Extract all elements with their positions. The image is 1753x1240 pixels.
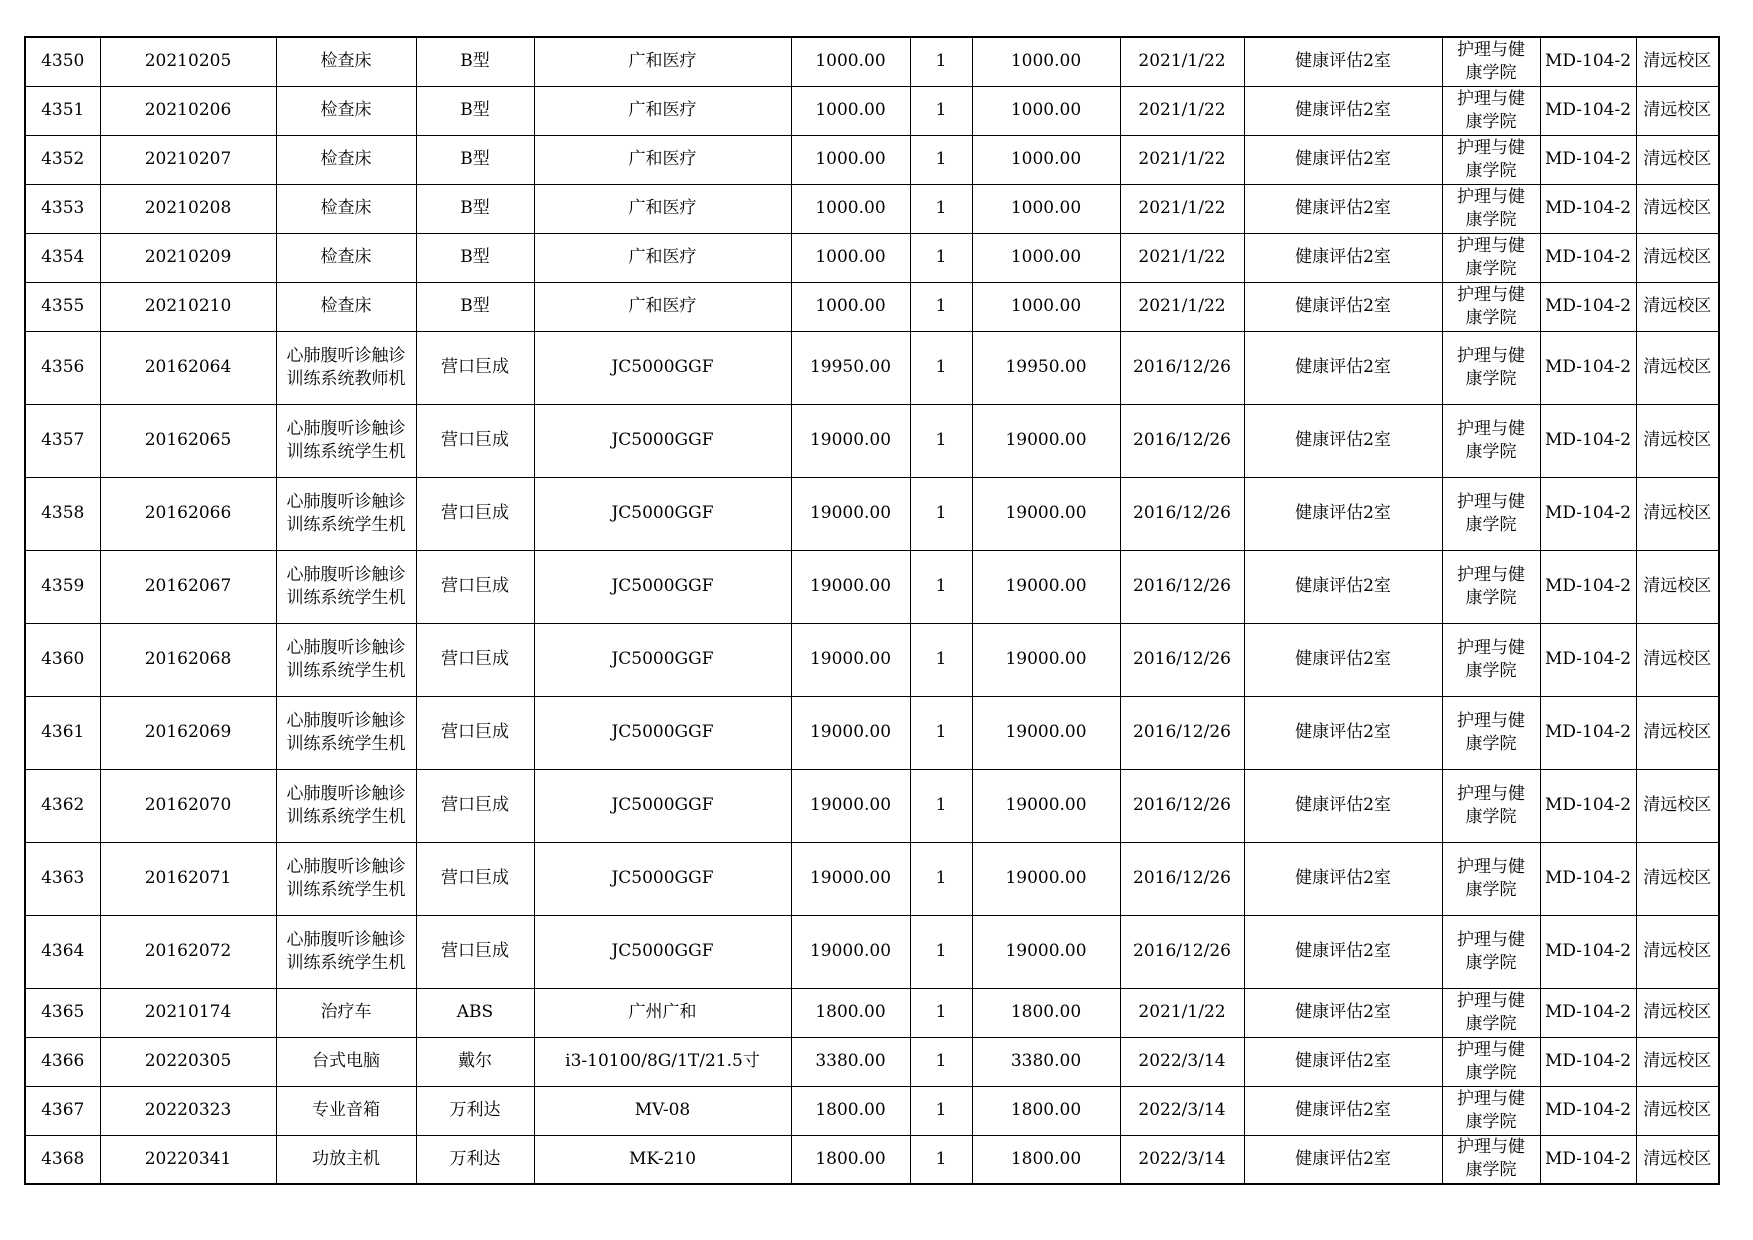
cell-amount: 19000.00 <box>972 550 1120 623</box>
cell-room: MD-104-2 <box>1540 1135 1636 1184</box>
cell-quantity: 1 <box>910 282 972 331</box>
cell-room: MD-104-2 <box>1540 842 1636 915</box>
cell-unit-price: 1000.00 <box>791 37 910 86</box>
cell-location: 健康评估2室 <box>1244 550 1442 623</box>
cell-name: 心肺腹听诊触诊训练系统学生机 <box>276 404 416 477</box>
cell-room: MD-104-2 <box>1540 550 1636 623</box>
cell-department: 护理与健康学院 <box>1442 550 1540 623</box>
cell-room: MD-104-2 <box>1540 915 1636 988</box>
cell-index: 4350 <box>25 37 100 86</box>
cell-date: 2016/12/26 <box>1120 623 1244 696</box>
cell-department: 护理与健康学院 <box>1442 1086 1540 1135</box>
cell-quantity: 1 <box>910 331 972 404</box>
cell-date: 2021/1/22 <box>1120 282 1244 331</box>
cell-unit-price: 1000.00 <box>791 135 910 184</box>
cell-quantity: 1 <box>910 86 972 135</box>
cell-quantity: 1 <box>910 404 972 477</box>
cell-location: 健康评估2室 <box>1244 184 1442 233</box>
cell-department: 护理与健康学院 <box>1442 696 1540 769</box>
cell-department: 护理与健康学院 <box>1442 86 1540 135</box>
cell-location: 健康评估2室 <box>1244 135 1442 184</box>
cell-campus: 清远校区 <box>1636 37 1719 86</box>
cell-campus: 清远校区 <box>1636 1037 1719 1086</box>
cell-brand: B型 <box>416 37 534 86</box>
table-row <box>25 915 1719 988</box>
cell-quantity: 1 <box>910 696 972 769</box>
cell-name: 检查床 <box>276 184 416 233</box>
cell-index: 4355 <box>25 282 100 331</box>
cell-name: 心肺腹听诊触诊训练系统教师机 <box>276 331 416 404</box>
cell-index: 4368 <box>25 1135 100 1184</box>
cell-room: MD-104-2 <box>1540 184 1636 233</box>
cell-campus: 清远校区 <box>1636 842 1719 915</box>
cell-brand: 营口巨成 <box>416 696 534 769</box>
cell-model: 广州广和 <box>534 988 791 1037</box>
cell-department: 护理与健康学院 <box>1442 135 1540 184</box>
cell-index: 4364 <box>25 915 100 988</box>
cell-unit-price: 1800.00 <box>791 988 910 1037</box>
cell-brand: 万利达 <box>416 1135 534 1184</box>
cell-amount: 1800.00 <box>972 988 1120 1037</box>
cell-room: MD-104-2 <box>1540 988 1636 1037</box>
cell-quantity: 1 <box>910 988 972 1037</box>
cell-date: 2016/12/26 <box>1120 842 1244 915</box>
cell-location: 健康评估2室 <box>1244 331 1442 404</box>
cell-name: 心肺腹听诊触诊训练系统学生机 <box>276 477 416 550</box>
table-row <box>25 404 1719 477</box>
table-row <box>25 233 1719 282</box>
cell-campus: 清远校区 <box>1636 184 1719 233</box>
cell-unit-price: 19000.00 <box>791 623 910 696</box>
cell-asset-id: 20162066 <box>100 477 276 550</box>
cell-date: 2016/12/26 <box>1120 331 1244 404</box>
cell-amount: 1800.00 <box>972 1086 1120 1135</box>
cell-campus: 清远校区 <box>1636 331 1719 404</box>
table-row <box>25 86 1719 135</box>
cell-date: 2021/1/22 <box>1120 233 1244 282</box>
cell-asset-id: 20162069 <box>100 696 276 769</box>
cell-date: 2016/12/26 <box>1120 477 1244 550</box>
cell-campus: 清远校区 <box>1636 696 1719 769</box>
cell-model: JC5000GGF <box>534 550 791 623</box>
cell-location: 健康评估2室 <box>1244 1135 1442 1184</box>
cell-room: MD-104-2 <box>1540 282 1636 331</box>
cell-campus: 清远校区 <box>1636 282 1719 331</box>
cell-brand: 万利达 <box>416 1086 534 1135</box>
cell-campus: 清远校区 <box>1636 988 1719 1037</box>
cell-unit-price: 1000.00 <box>791 282 910 331</box>
cell-unit-price: 1000.00 <box>791 184 910 233</box>
cell-room: MD-104-2 <box>1540 1037 1636 1086</box>
cell-quantity: 1 <box>910 550 972 623</box>
cell-model: JC5000GGF <box>534 696 791 769</box>
cell-index: 4365 <box>25 988 100 1037</box>
cell-quantity: 1 <box>910 233 972 282</box>
cell-department: 护理与健康学院 <box>1442 1037 1540 1086</box>
cell-name: 心肺腹听诊触诊训练系统学生机 <box>276 550 416 623</box>
cell-asset-id: 20210209 <box>100 233 276 282</box>
cell-index: 4361 <box>25 696 100 769</box>
cell-index: 4366 <box>25 1037 100 1086</box>
cell-asset-id: 20162070 <box>100 769 276 842</box>
cell-asset-id: 20162072 <box>100 915 276 988</box>
cell-name: 治疗车 <box>276 988 416 1037</box>
cell-index: 4354 <box>25 233 100 282</box>
cell-location: 健康评估2室 <box>1244 233 1442 282</box>
cell-unit-price: 3380.00 <box>791 1037 910 1086</box>
cell-asset-id: 20210205 <box>100 37 276 86</box>
cell-unit-price: 19000.00 <box>791 842 910 915</box>
cell-name: 心肺腹听诊触诊训练系统学生机 <box>276 915 416 988</box>
cell-amount: 19000.00 <box>972 915 1120 988</box>
cell-model: 广和医疗 <box>534 282 791 331</box>
cell-department: 护理与健康学院 <box>1442 915 1540 988</box>
table-row <box>25 477 1719 550</box>
table-row <box>25 282 1719 331</box>
cell-amount: 19950.00 <box>972 331 1120 404</box>
cell-room: MD-104-2 <box>1540 37 1636 86</box>
cell-room: MD-104-2 <box>1540 404 1636 477</box>
cell-date: 2016/12/26 <box>1120 550 1244 623</box>
table-row <box>25 1037 1719 1086</box>
cell-location: 健康评估2室 <box>1244 282 1442 331</box>
cell-campus: 清远校区 <box>1636 135 1719 184</box>
cell-department: 护理与健康学院 <box>1442 477 1540 550</box>
cell-department: 护理与健康学院 <box>1442 37 1540 86</box>
cell-brand: 营口巨成 <box>416 623 534 696</box>
cell-location: 健康评估2室 <box>1244 696 1442 769</box>
cell-unit-price: 19000.00 <box>791 550 910 623</box>
table-row <box>25 331 1719 404</box>
cell-date: 2016/12/26 <box>1120 769 1244 842</box>
cell-department: 护理与健康学院 <box>1442 988 1540 1037</box>
cell-quantity: 1 <box>910 1135 972 1184</box>
cell-name: 检查床 <box>276 282 416 331</box>
cell-department: 护理与健康学院 <box>1442 769 1540 842</box>
cell-name: 检查床 <box>276 37 416 86</box>
cell-location: 健康评估2室 <box>1244 37 1442 86</box>
cell-model: 广和医疗 <box>534 86 791 135</box>
cell-model: JC5000GGF <box>534 915 791 988</box>
cell-campus: 清远校区 <box>1636 1086 1719 1135</box>
cell-index: 4362 <box>25 769 100 842</box>
cell-amount: 19000.00 <box>972 842 1120 915</box>
cell-campus: 清远校区 <box>1636 233 1719 282</box>
cell-department: 护理与健康学院 <box>1442 623 1540 696</box>
cell-location: 健康评估2室 <box>1244 404 1442 477</box>
cell-unit-price: 1000.00 <box>791 86 910 135</box>
cell-department: 护理与健康学院 <box>1442 184 1540 233</box>
cell-model: MV-08 <box>534 1086 791 1135</box>
cell-name: 心肺腹听诊触诊训练系统学生机 <box>276 696 416 769</box>
cell-unit-price: 19000.00 <box>791 915 910 988</box>
table-row <box>25 1135 1719 1184</box>
cell-brand: 营口巨成 <box>416 769 534 842</box>
cell-location: 健康评估2室 <box>1244 769 1442 842</box>
cell-room: MD-104-2 <box>1540 477 1636 550</box>
cell-index: 4357 <box>25 404 100 477</box>
cell-brand: 戴尔 <box>416 1037 534 1086</box>
cell-room: MD-104-2 <box>1540 233 1636 282</box>
cell-index: 4356 <box>25 331 100 404</box>
cell-department: 护理与健康学院 <box>1442 331 1540 404</box>
cell-unit-price: 1800.00 <box>791 1135 910 1184</box>
cell-model: JC5000GGF <box>534 477 791 550</box>
cell-campus: 清远校区 <box>1636 769 1719 842</box>
cell-room: MD-104-2 <box>1540 696 1636 769</box>
cell-unit-price: 1800.00 <box>791 1086 910 1135</box>
cell-asset-id: 20220305 <box>100 1037 276 1086</box>
table-row <box>25 1086 1719 1135</box>
cell-campus: 清远校区 <box>1636 550 1719 623</box>
cell-brand: 营口巨成 <box>416 915 534 988</box>
cell-room: MD-104-2 <box>1540 623 1636 696</box>
table-row <box>25 769 1719 842</box>
cell-date: 2021/1/22 <box>1120 184 1244 233</box>
cell-brand: 营口巨成 <box>416 550 534 623</box>
cell-unit-price: 19000.00 <box>791 477 910 550</box>
cell-date: 2022/3/14 <box>1120 1086 1244 1135</box>
cell-name: 台式电脑 <box>276 1037 416 1086</box>
cell-model: 广和医疗 <box>534 233 791 282</box>
cell-asset-id: 20220341 <box>100 1135 276 1184</box>
cell-asset-id: 20220323 <box>100 1086 276 1135</box>
cell-date: 2016/12/26 <box>1120 696 1244 769</box>
cell-campus: 清远校区 <box>1636 623 1719 696</box>
table-row <box>25 184 1719 233</box>
cell-model: JC5000GGF <box>534 404 791 477</box>
cell-name: 专业音箱 <box>276 1086 416 1135</box>
cell-unit-price: 19000.00 <box>791 769 910 842</box>
cell-quantity: 1 <box>910 769 972 842</box>
asset-table <box>24 36 1720 1185</box>
table-row <box>25 135 1719 184</box>
cell-amount: 1000.00 <box>972 86 1120 135</box>
cell-department: 护理与健康学院 <box>1442 233 1540 282</box>
cell-room: MD-104-2 <box>1540 769 1636 842</box>
cell-name: 功放主机 <box>276 1135 416 1184</box>
cell-amount: 1000.00 <box>972 233 1120 282</box>
cell-brand: 营口巨成 <box>416 477 534 550</box>
cell-date: 2021/1/22 <box>1120 86 1244 135</box>
cell-quantity: 1 <box>910 37 972 86</box>
cell-amount: 19000.00 <box>972 769 1120 842</box>
cell-room: MD-104-2 <box>1540 135 1636 184</box>
cell-quantity: 1 <box>910 135 972 184</box>
cell-brand: B型 <box>416 86 534 135</box>
cell-asset-id: 20210208 <box>100 184 276 233</box>
cell-date: 2016/12/26 <box>1120 404 1244 477</box>
cell-location: 健康评估2室 <box>1244 842 1442 915</box>
cell-amount: 1000.00 <box>972 135 1120 184</box>
cell-location: 健康评估2室 <box>1244 915 1442 988</box>
cell-campus: 清远校区 <box>1636 1135 1719 1184</box>
cell-brand: B型 <box>416 282 534 331</box>
cell-quantity: 1 <box>910 1086 972 1135</box>
cell-index: 4353 <box>25 184 100 233</box>
cell-unit-price: 1000.00 <box>791 233 910 282</box>
cell-model: 广和医疗 <box>534 37 791 86</box>
cell-location: 健康评估2室 <box>1244 988 1442 1037</box>
cell-amount: 3380.00 <box>972 1037 1120 1086</box>
cell-unit-price: 19000.00 <box>791 404 910 477</box>
cell-location: 健康评估2室 <box>1244 1037 1442 1086</box>
cell-model: JC5000GGF <box>534 623 791 696</box>
cell-campus: 清远校区 <box>1636 404 1719 477</box>
cell-name: 检查床 <box>276 135 416 184</box>
cell-index: 4367 <box>25 1086 100 1135</box>
cell-brand: B型 <box>416 184 534 233</box>
table-body <box>25 37 1719 1184</box>
cell-brand: 营口巨成 <box>416 331 534 404</box>
cell-date: 2021/1/22 <box>1120 37 1244 86</box>
cell-room: MD-104-2 <box>1540 86 1636 135</box>
cell-asset-id: 20162064 <box>100 331 276 404</box>
cell-room: MD-104-2 <box>1540 1086 1636 1135</box>
cell-asset-id: 20162065 <box>100 404 276 477</box>
cell-location: 健康评估2室 <box>1244 477 1442 550</box>
cell-brand: B型 <box>416 233 534 282</box>
cell-location: 健康评估2室 <box>1244 86 1442 135</box>
cell-name: 心肺腹听诊触诊训练系统学生机 <box>276 842 416 915</box>
cell-brand: B型 <box>416 135 534 184</box>
cell-amount: 19000.00 <box>972 404 1120 477</box>
cell-asset-id: 20210206 <box>100 86 276 135</box>
cell-asset-id: 20162071 <box>100 842 276 915</box>
cell-model: JC5000GGF <box>534 769 791 842</box>
cell-amount: 19000.00 <box>972 623 1120 696</box>
table-row <box>25 623 1719 696</box>
cell-index: 4358 <box>25 477 100 550</box>
cell-asset-id: 20210207 <box>100 135 276 184</box>
cell-date: 2021/1/22 <box>1120 988 1244 1037</box>
cell-amount: 1000.00 <box>972 282 1120 331</box>
cell-asset-id: 20162068 <box>100 623 276 696</box>
cell-brand: 营口巨成 <box>416 842 534 915</box>
cell-model: 广和医疗 <box>534 135 791 184</box>
cell-quantity: 1 <box>910 842 972 915</box>
cell-model: i3-10100/8G/1T/21.5寸 <box>534 1037 791 1086</box>
cell-name: 检查床 <box>276 86 416 135</box>
cell-quantity: 1 <box>910 915 972 988</box>
cell-campus: 清远校区 <box>1636 477 1719 550</box>
cell-index: 4352 <box>25 135 100 184</box>
cell-quantity: 1 <box>910 184 972 233</box>
cell-date: 2022/3/14 <box>1120 1135 1244 1184</box>
cell-model: JC5000GGF <box>534 331 791 404</box>
table-row <box>25 550 1719 623</box>
cell-unit-price: 19000.00 <box>791 696 910 769</box>
cell-location: 健康评估2室 <box>1244 623 1442 696</box>
cell-department: 护理与健康学院 <box>1442 404 1540 477</box>
cell-date: 2022/3/14 <box>1120 1037 1244 1086</box>
table-row <box>25 842 1719 915</box>
cell-model: JC5000GGF <box>534 842 791 915</box>
cell-department: 护理与健康学院 <box>1442 1135 1540 1184</box>
cell-date: 2021/1/22 <box>1120 135 1244 184</box>
cell-index: 4363 <box>25 842 100 915</box>
cell-amount: 19000.00 <box>972 477 1120 550</box>
cell-asset-id: 20210210 <box>100 282 276 331</box>
cell-campus: 清远校区 <box>1636 915 1719 988</box>
cell-index: 4360 <box>25 623 100 696</box>
cell-asset-id: 20210174 <box>100 988 276 1037</box>
cell-brand: ABS <box>416 988 534 1037</box>
cell-name: 心肺腹听诊触诊训练系统学生机 <box>276 769 416 842</box>
table-row <box>25 988 1719 1037</box>
cell-brand: 营口巨成 <box>416 404 534 477</box>
cell-amount: 19000.00 <box>972 696 1120 769</box>
cell-model: MK-210 <box>534 1135 791 1184</box>
cell-quantity: 1 <box>910 1037 972 1086</box>
cell-amount: 1000.00 <box>972 184 1120 233</box>
cell-amount: 1000.00 <box>972 37 1120 86</box>
cell-unit-price: 19950.00 <box>791 331 910 404</box>
cell-room: MD-104-2 <box>1540 331 1636 404</box>
table-row <box>25 37 1719 86</box>
cell-department: 护理与健康学院 <box>1442 282 1540 331</box>
cell-department: 护理与健康学院 <box>1442 842 1540 915</box>
table-row <box>25 696 1719 769</box>
cell-quantity: 1 <box>910 623 972 696</box>
cell-campus: 清远校区 <box>1636 86 1719 135</box>
cell-index: 4351 <box>25 86 100 135</box>
cell-location: 健康评估2室 <box>1244 1086 1442 1135</box>
cell-index: 4359 <box>25 550 100 623</box>
cell-name: 检查床 <box>276 233 416 282</box>
cell-amount: 1800.00 <box>972 1135 1120 1184</box>
cell-model: 广和医疗 <box>534 184 791 233</box>
cell-quantity: 1 <box>910 477 972 550</box>
cell-asset-id: 20162067 <box>100 550 276 623</box>
cell-date: 2016/12/26 <box>1120 915 1244 988</box>
cell-name: 心肺腹听诊触诊训练系统学生机 <box>276 623 416 696</box>
